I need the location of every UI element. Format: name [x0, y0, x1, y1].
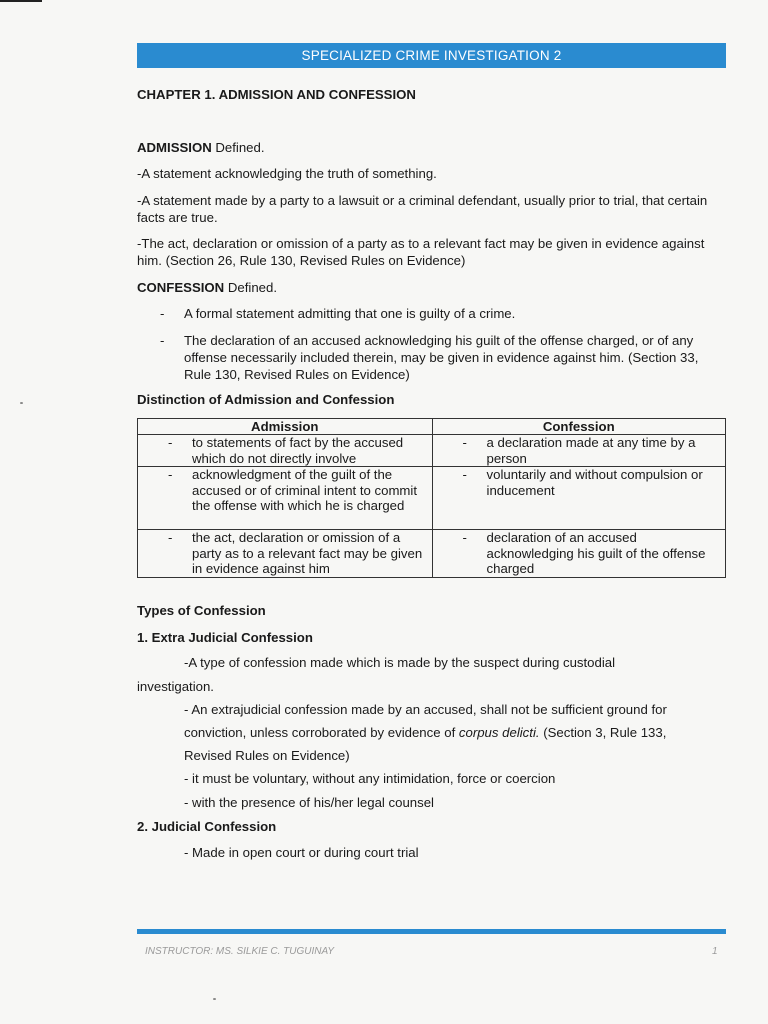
bullet-dash: -: [168, 467, 173, 482]
cell-text: acknowledgment of the guilt of the accused or of criminal intent to commit the offense with which he is charged: [192, 467, 418, 513]
bullet-dash: -: [160, 306, 165, 321]
admission-line-1: -A statement acknowledging the truth of something.: [137, 166, 437, 181]
table-cell: [138, 530, 433, 578]
confession-heading-rest: Defined.: [224, 280, 277, 295]
bullet-dash: -: [462, 467, 467, 482]
table-row: [138, 435, 726, 467]
table-row: [138, 530, 726, 578]
scan-artifact-line: [0, 0, 42, 2]
extra-line-1-cont: investigation.: [137, 679, 214, 694]
table-cell: [432, 435, 725, 467]
table-cell: [432, 530, 725, 578]
table-cell: [138, 435, 433, 467]
extra-line-2b: [184, 725, 666, 740]
table-cell: [432, 467, 725, 530]
confession-item-text: The declaration of an accused acknowledging his guilt of the offense charged, or of any offense necessarily included therein, may be given in evidence against him. (Section 33, Rule 130, Revised Rules on Evidence): [184, 333, 699, 382]
admission-line-3: -The act, declaration or omission of a party as to a relevant fact may be given in evidence against him. (Section 26, Rule 130, Revised Rules on Evidence): [137, 236, 705, 268]
cell-text: voluntarily and without compulsion or inducement: [486, 467, 703, 498]
admission-line-2: -A statement made by a party to a lawsuit or a criminal defendant, usually prior to trial, that certain facts are true.: [137, 193, 708, 225]
extra-line-1: -A type of confession made which is made by the suspect during custodial: [184, 655, 616, 670]
bullet-dash: -: [462, 530, 467, 545]
cell-text: declaration of an accused acknowledging his guilt of the offense charged: [486, 530, 706, 576]
confession-heading: [137, 279, 727, 296]
table-row: [138, 467, 726, 530]
column-header-admission: Admission: [138, 419, 433, 435]
extra-line-2b-post: (Section 3, Rule 133,: [539, 725, 667, 740]
bullet-dash: -: [462, 435, 467, 450]
types-heading: Types of Confession: [137, 603, 266, 618]
cell-text: the act, declaration or omission of a party as to a relevant fact may be given in evidence against him: [192, 530, 423, 576]
admission-heading: [137, 139, 727, 156]
bullet-dash: -: [168, 435, 173, 450]
page-number: 1: [712, 946, 718, 957]
extra-line-2b-pre: conviction, unless corroborated by evidence of: [184, 725, 459, 740]
corpus-delicti-text: corpus delicti.: [458, 725, 540, 740]
header-bar: [137, 43, 726, 68]
extra-line-4: - with the presence of his/her legal counsel: [184, 795, 434, 810]
distinction-heading: Distinction of Admission and Confession: [137, 392, 395, 407]
admission-heading-rest: Defined.: [211, 140, 265, 155]
distinction-table: [137, 418, 726, 578]
confession-item-text: A formal statement admitting that one is guilty of a crime.: [184, 306, 516, 321]
extra-line-3: - it must be voluntary, without any intimidation, force or coercion: [184, 771, 556, 786]
extra-line-2a: - An extrajudicial confession made by an accused, shall not be sufficient ground for: [184, 702, 667, 717]
cell-text: to statements of fact by the accused which do not directly involve: [192, 435, 404, 466]
table-cell: [138, 467, 433, 530]
footer-bar: [137, 929, 726, 934]
header-title: SPECIALIZED CRIME INVESTIGATION 2: [301, 48, 562, 63]
footer-instructor: INSTRUCTOR: MS. SILKIE C. TUGUINAY: [145, 946, 335, 957]
extra-judicial-heading: 1. Extra Judicial Confession: [137, 630, 313, 645]
table-header-row: [138, 419, 726, 435]
column-header-confession: Confession: [432, 419, 725, 435]
bullet-dash: -: [160, 333, 165, 348]
judicial-line-1: - Made in open court or during court trial: [184, 845, 419, 860]
judicial-heading: 2. Judicial Confession: [137, 819, 277, 834]
confession-heading-bold: CONFESSION: [137, 280, 225, 295]
chapter-title: CHAPTER 1. ADMISSION AND CONFESSION: [137, 87, 416, 102]
cell-text: a declaration made at any time by a person: [486, 435, 696, 466]
scan-speck: [20, 402, 23, 404]
bullet-dash: -: [168, 530, 173, 545]
admission-heading-bold: ADMISSION: [137, 140, 212, 155]
extra-line-2c: Revised Rules on Evidence): [184, 748, 350, 763]
scan-speck: [213, 998, 216, 1000]
